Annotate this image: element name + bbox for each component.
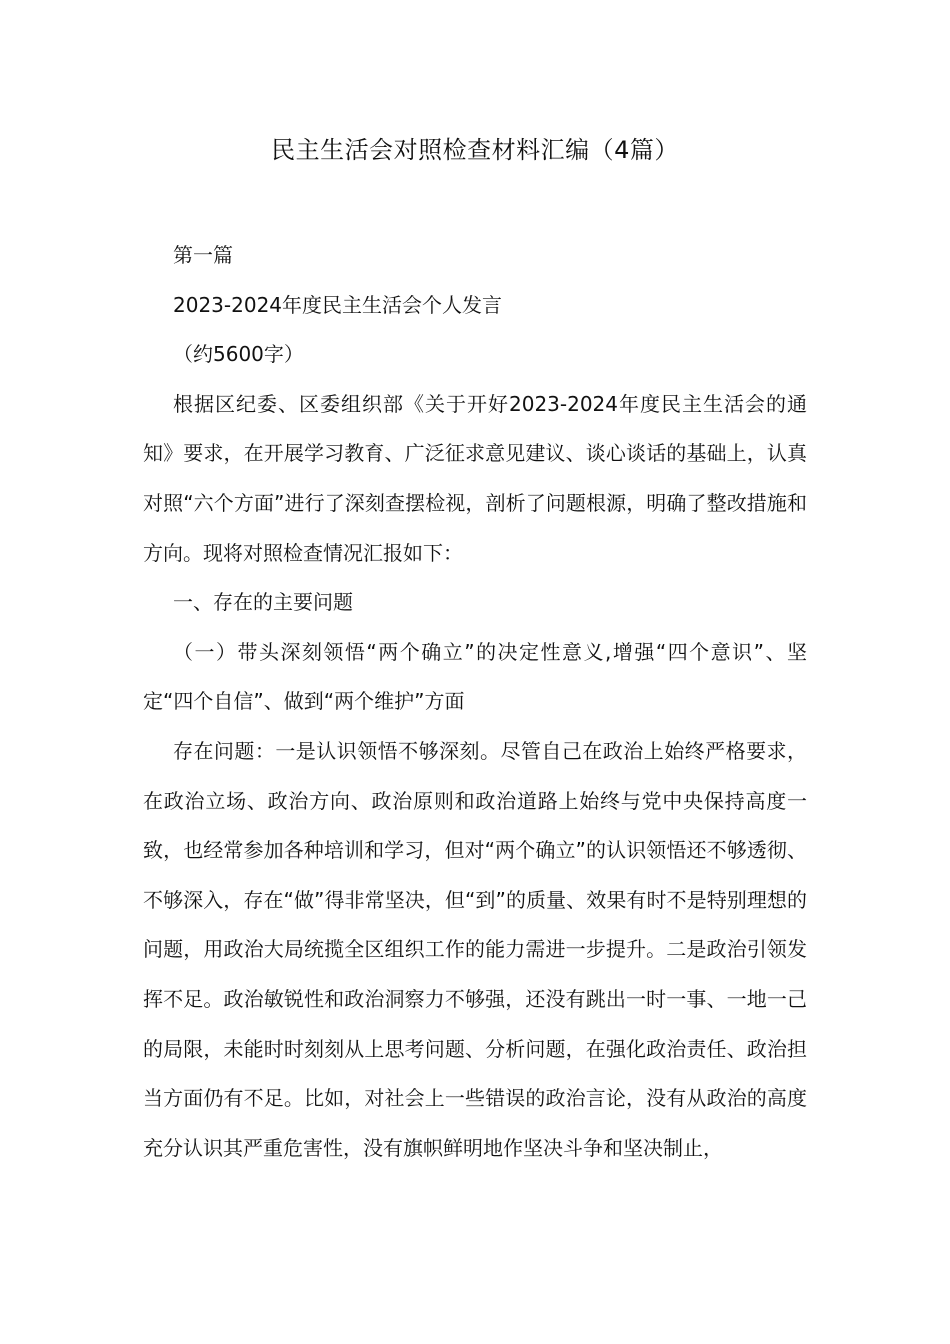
speech-title: 2023-2024年度民主生活会个人发言	[173, 292, 503, 317]
intro-paragraph: 根据区纪委、区委组织部《关于开好2023-2024年度民主生活会的通知》要求，在开展学习教育、广泛征求意见建议、谈心谈话的基础上，认真对照“六个方面”进行了深刻查摆检视，剖析了问题根源，明确了整改措施和方向。现将对照检查情况汇报如下：	[143, 391, 807, 565]
section-heading: 一、存在的主要问题	[173, 590, 353, 615]
problem-paragraph: 存在问题：一是认识领悟不够深刻。尽管自己在政治上始终严格要求，在政治立场、政治方向、政治原则和政治道路上始终与党中央保持高度一致，也经常参加各种培训和学习，但对“两个确立”的认识领悟还不够透彻、不够深入，存在“做”得非常坚决，但“到”的质量、效果有时不是特别理想的问题，用政治大局统揽全区组织工作的能力需进一步提升。二是政治引领发挥不足。政治敏锐性和政治洞察力不够强，还没有跳出一时一事、一地一己的局限，未能时时刻刻从上思考问题、分析问题，在强化政治责任、政治担当方面仍有不足。比如，对社会上一些错误的政治言论，没有从政治的高度充分认识其严重危害性，没有旗帜鲜明地作坚决斗争和坚决制止，	[143, 738, 807, 1160]
document-title: 民主生活会对照检查材料汇编（4篇）	[271, 136, 679, 164]
section-label: 第一篇	[173, 243, 233, 267]
document-body	[143, 231, 807, 1173]
word-count-note: （约5600字）	[173, 342, 304, 367]
subsection-heading: （一）带头深刻领悟“两个确立”的决定性意义,增强“四个意识”、坚定“四个自信”、做到“两个维护”方面	[143, 639, 807, 714]
